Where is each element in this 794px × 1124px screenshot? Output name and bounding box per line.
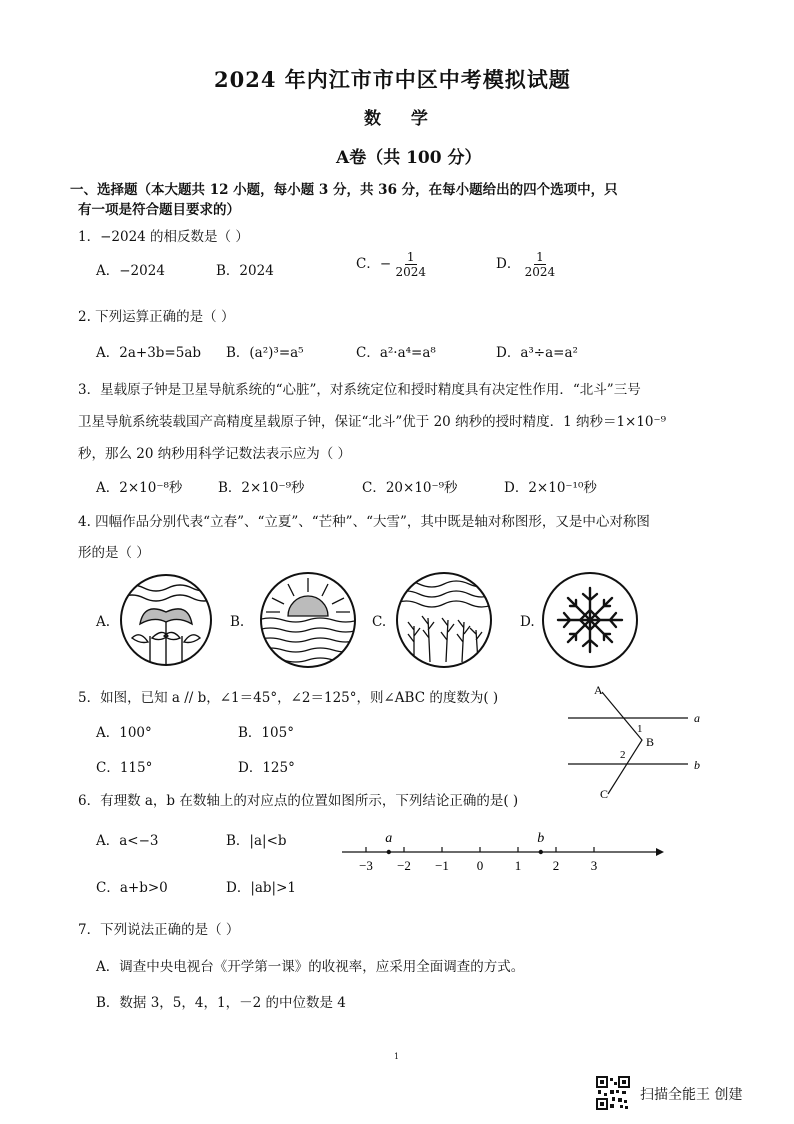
subject-title: 数 学 (364, 109, 440, 129)
q2-option-c: C．a²·a⁴=a⁸ (356, 345, 436, 361)
axis-tick-label: 3 (590, 858, 598, 873)
q6-option-a: A．a<−3 (96, 833, 159, 849)
part-heading-line2: 有一项是符合题目要求的） (78, 202, 240, 218)
label-C: C (600, 787, 609, 801)
label-line-a: a (694, 711, 700, 725)
q4-option-d: D. (520, 614, 535, 630)
label-line-b: b (694, 758, 700, 772)
q1-option-c (356, 250, 426, 279)
qr-code-icon (596, 1076, 630, 1110)
q1-option-b: B．2024 (216, 263, 274, 279)
q5-option-b: B．105° (238, 725, 294, 741)
broken-line-abc (602, 692, 642, 794)
q1-option-c-fraction (395, 250, 426, 279)
q1-c-numerator: 1 (406, 250, 415, 264)
q2-option-d: D．a³÷a=a² (496, 345, 578, 361)
q6-number-line (338, 826, 664, 878)
axis-tick-label: −3 (359, 858, 373, 873)
q4-option-c: C. (372, 614, 387, 630)
axis-arrow-icon (656, 848, 664, 856)
daxue-snowflake-artwork-icon (540, 570, 640, 670)
q4-option-b: B. (230, 614, 245, 630)
mangzhong-artwork-icon (394, 570, 494, 670)
q1-option-d-prefix: D． (496, 256, 521, 272)
q7-option-b: B．数据 3，5，4，1，－2 的中位数是 4 (96, 995, 346, 1011)
label-angle-1: 1 (637, 723, 643, 735)
q6-option-c: C．a+b>0 (96, 880, 168, 896)
q5-stem: 5．如图，已知 a // b，∠1＝45°，∠2＝125°，则∠ABC 的度数为( ) (78, 690, 499, 706)
axis-tick-label: −2 (397, 858, 411, 873)
axis-tick-label: 0 (476, 858, 484, 873)
q2-option-a: A．2a+3b=5ab (96, 345, 202, 361)
q5-parallel-lines-figure (560, 676, 710, 806)
q3-line3: 秒，那么 20 纳秒用科学记数法表示应为（ ） (78, 446, 352, 462)
axis-tick-label: 2 (552, 858, 560, 873)
lichun-artwork-icon (118, 572, 214, 668)
q5-option-c: C．115° (96, 760, 153, 776)
label-A: A (594, 683, 603, 697)
q3-option-d: D．2×10⁻¹⁰秒 (504, 480, 597, 496)
part-heading-line1: 一、选择题（本大题共 12 小题，每小题 3 分，共 36 分，在每小题给出的四个选项中，只 (70, 182, 618, 198)
q1-option-d (496, 250, 555, 279)
q3-line1: 3．星载原子钟是卫星导航系统的“心脏”，对系统定位和授时精度具有决定性作用．“北斗”三号 (78, 382, 641, 398)
label-angle-2: 2 (620, 749, 626, 761)
point-a (387, 850, 391, 854)
q1-option-c-prefix: C．− (356, 256, 392, 272)
q4-line1: 4. 四幅作品分别代表“立春”、“立夏”、“芒种”、“大雪”，其中既是轴对称图形，又是中心对称图 (78, 514, 650, 530)
q1-d-numerator: 1 (536, 250, 544, 264)
page-number: 1 (394, 1052, 400, 1061)
q7-option-a: A．调查中央电视台《开学第一课》的收视率，应采用全面调查的方式。 (96, 959, 525, 975)
q5-option-a: A．100° (96, 725, 152, 741)
q5-option-d: D．125° (238, 760, 295, 776)
q7-stem: 7．下列说法正确的是（ ） (78, 922, 240, 938)
q3-option-c: C．20×10⁻⁹秒 (362, 480, 458, 496)
label-B: B (646, 735, 655, 749)
q6-option-d: D．|ab|>1 (226, 880, 297, 896)
q3-option-b: B．2×10⁻⁹秒 (218, 480, 305, 496)
axis-tick-label: −1 (435, 858, 449, 873)
point-a-label: a (385, 831, 393, 846)
q2-stem: 2. 下列运算正确的是（ ） (78, 309, 235, 325)
q1-option-a: A．−2024 (96, 263, 165, 279)
q3-line2: 卫星导航系统装载国产高精度星载原子钟，保证“北斗”优于 20 纳秒的授时精度．1 纳秒＝1×10⁻⁹ (78, 414, 667, 430)
q1-c-denominator: 2024 (395, 265, 426, 279)
q3-option-a: A．2×10⁻⁸秒 (96, 480, 183, 496)
q1-stem: 1．−2024 的相反数是（ ） (78, 229, 249, 245)
q2-option-b: B．(a²)³=a⁵ (226, 345, 304, 361)
q1-option-d-fraction (525, 250, 556, 279)
q6-option-b: B．|a|<b (226, 833, 287, 849)
exam-title: 2024 年内江市市中区中考模拟试题 (214, 67, 571, 92)
q4-line2: 形的是（ ） (78, 545, 150, 561)
axis-tick-label: 1 (514, 858, 522, 873)
scanner-watermark: 扫描全能王 创建 (640, 1087, 743, 1103)
point-b-label: b (537, 831, 545, 846)
q6-stem: 6．有理数 a，b 在数轴上的对应点的位置如图所示，下列结论正确的是( ) (78, 793, 519, 809)
section-title: A卷（共 100 分） (336, 148, 482, 168)
point-b (539, 850, 543, 854)
q1-d-denominator: 2024 (524, 265, 556, 279)
q4-option-a: A. (96, 614, 111, 630)
lixia-artwork-icon (258, 570, 358, 670)
